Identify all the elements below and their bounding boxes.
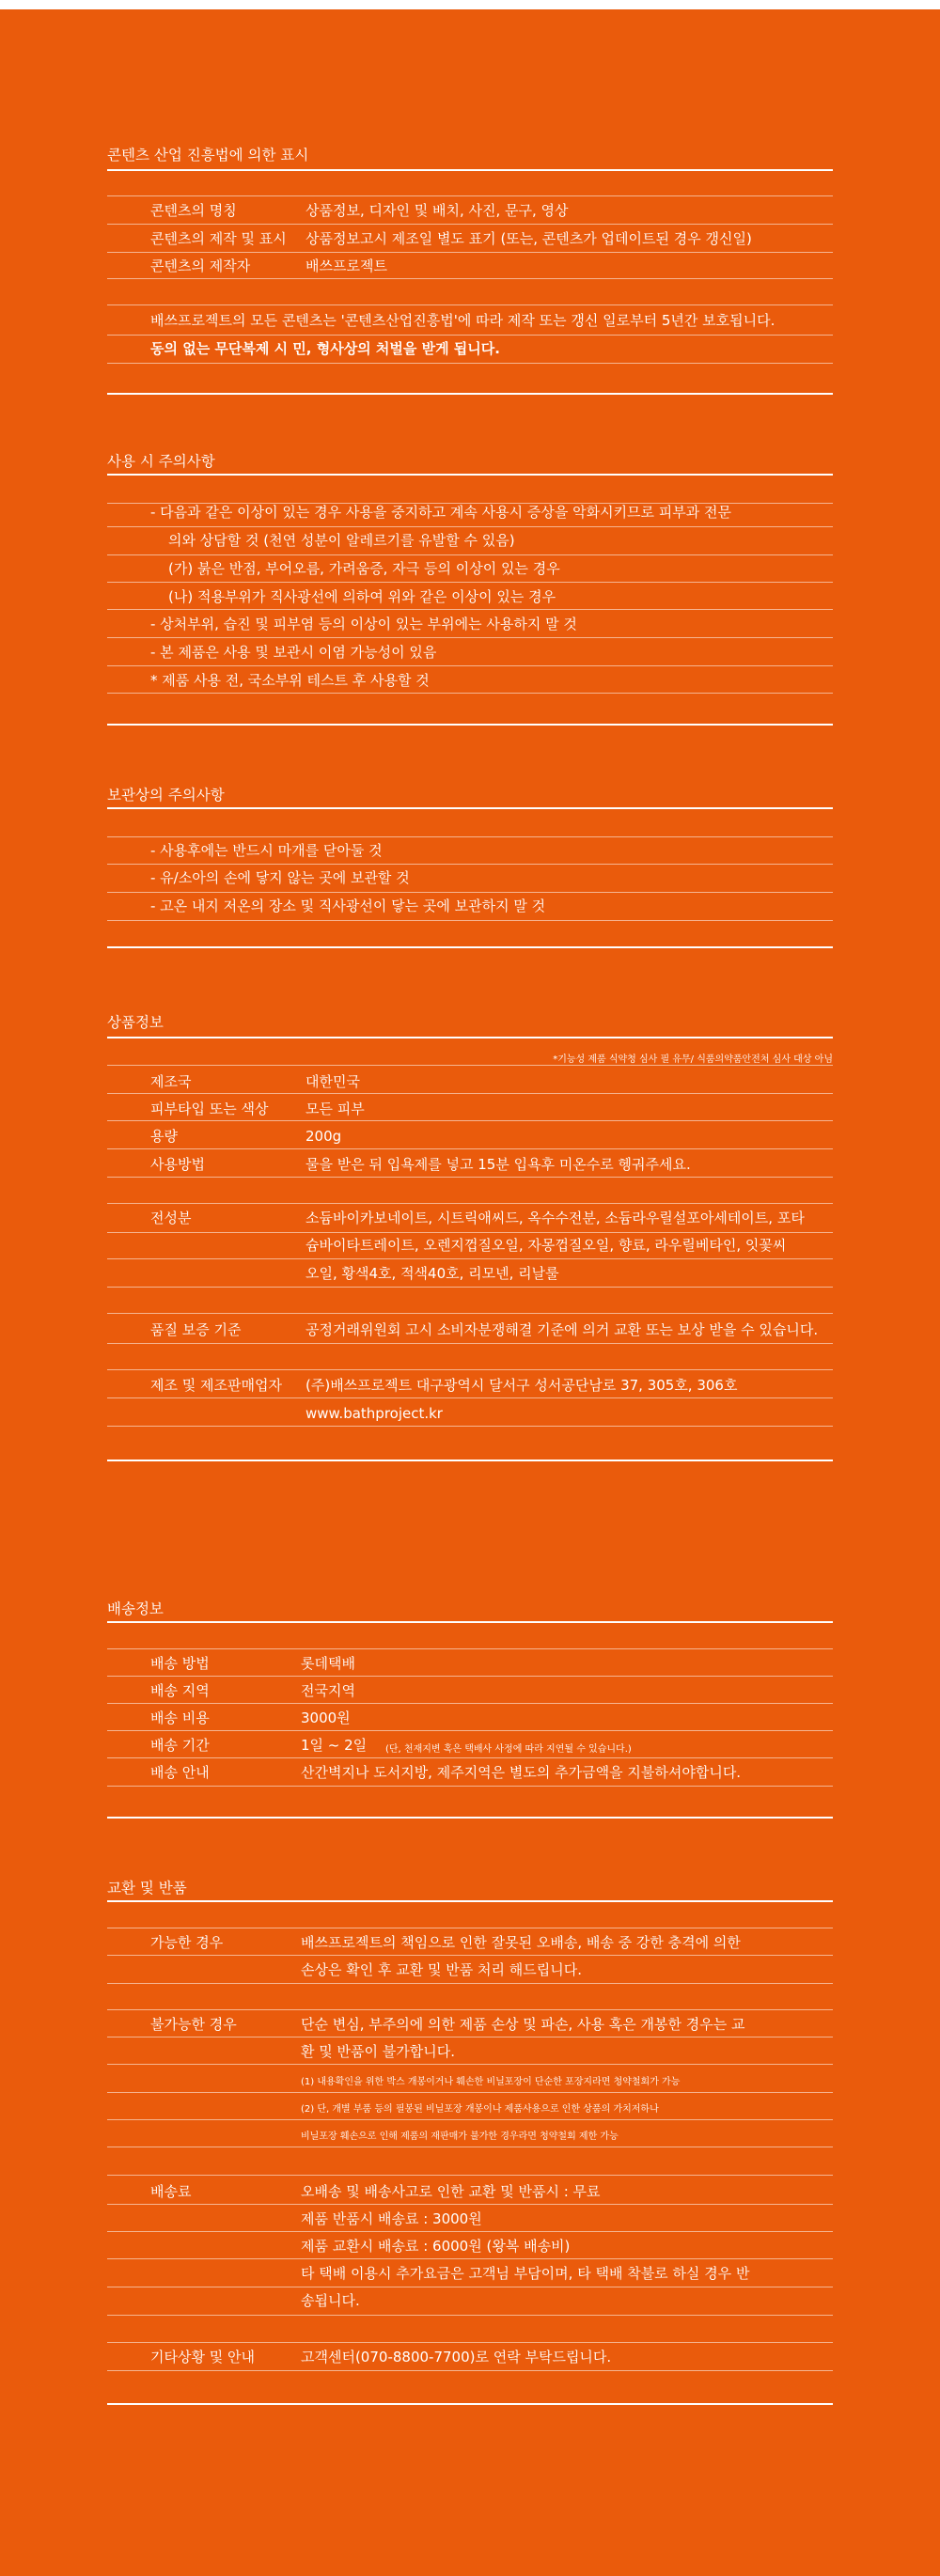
period-note: (단, 천재지변 혹은 택배사 사정에 따라 지연될 수 있습니다.)	[385, 1744, 632, 1755]
row-value: 대한민국	[306, 1073, 360, 1090]
row-value: 송됩니다.	[301, 2292, 360, 2309]
divider	[107, 474, 833, 476]
row-label: 불가능한 경우	[150, 2016, 237, 2033]
row-label: 콘텐츠의 명칭	[150, 202, 237, 219]
row-value: 모든 피부	[306, 1101, 365, 1117]
shipping-section	[107, 1595, 833, 1825]
small-note: (1) 내용확인을 위한 박스 개봉이거나 훼손한 비닐포장이 단순한 포장지라면 청약철회가 가능	[301, 2077, 681, 2087]
top-white-bar	[0, 0, 940, 9]
section-title: 사용 시 주의사항	[107, 453, 215, 470]
divider	[107, 1037, 833, 1038]
row-label: 콘텐츠의 제작 및 표시	[150, 230, 287, 247]
row-value: 상품정보고시 제조일 별도 표기 (또는, 콘텐츠가 업데이트된 경우 갱신일)	[306, 230, 752, 247]
divider	[107, 1343, 833, 1344]
divider	[107, 278, 833, 279]
divider	[107, 2064, 833, 2065]
divider	[107, 1426, 833, 1427]
row-value: 전국지역	[301, 1682, 355, 1699]
divider	[107, 582, 833, 583]
section-title: 교환 및 반품	[107, 1880, 187, 1897]
divider	[107, 1703, 833, 1704]
row-value: 손상은 확인 후 교환 및 반품 처리 해드립니다.	[301, 1961, 582, 1978]
divider	[107, 1786, 833, 1787]
row-value: 롯데택배	[301, 1655, 355, 1672]
storage-line: - 유/소아의 손에 닿지 않는 곳에 보관할 것	[150, 869, 410, 886]
divider	[107, 2258, 833, 2259]
product-section	[107, 1010, 833, 1471]
section-title: 상품정보	[107, 1014, 164, 1031]
divider	[107, 1621, 833, 1623]
divider	[107, 807, 833, 809]
row-value: 배쓰프로젝트	[306, 258, 387, 274]
storage-section	[107, 783, 833, 952]
divider	[107, 892, 833, 893]
ingredients-line: 오일, 황색4호, 적색40호, 리모넨, 리날룰	[306, 1265, 559, 1282]
row-value: 환 및 반품이 불가합니다.	[301, 2043, 455, 2060]
divider	[107, 1369, 833, 1370]
product-note: *기능성 제품 식약청 심사 필 유무/ 식품의약품안전처 심사 대상 아님	[553, 1054, 833, 1065]
divider	[107, 1313, 833, 1314]
row-value: (주)배쓰프로젝트 대구광역시 달서구 성서공단남로 37, 305호, 306호	[306, 1377, 738, 1394]
caution-line: 의와 상담할 것 (천연 성분이 알레르기를 유발할 수 있음)	[168, 532, 515, 549]
row-value: 물을 받은 뒤 입욕제를 넣고 15분 입욕후 미온수로 헹궈주세요.	[306, 1156, 691, 1173]
divider	[107, 724, 833, 726]
row-label: 배송 비용	[150, 1710, 210, 1726]
divider	[107, 1817, 833, 1819]
row-label: 제조 및 제조판매업자	[150, 1377, 282, 1394]
row-label: 전성분	[150, 1210, 192, 1226]
row-label: 배송료	[150, 2183, 192, 2200]
section-title: 보관상의 주의사항	[107, 787, 225, 804]
website-link[interactable]: www.bathproject.kr	[306, 1405, 443, 1422]
row-value: 타 택배 이용시 추가요금은 고객님 부담이며, 타 택배 착불로 하실 경우 반	[301, 2265, 750, 2282]
divider	[107, 2009, 833, 2010]
returns-section	[107, 1876, 833, 2412]
row-label: 품질 보증 기준	[150, 1321, 242, 1338]
row-value: 공정거래위원회 고시 소비자분쟁해결 기준에 의거 교환 또는 보상 받을 수 있습니다.	[306, 1321, 819, 1338]
row-value: 1일 ~ 2일	[301, 1737, 368, 1754]
row-value: 오배송 및 배송사고로 인한 교환 및 반품시 : 무료	[301, 2183, 601, 2200]
caution-line: - 본 제품은 사용 및 보관시 이염 가능성이 있음	[150, 644, 437, 661]
ingredients-line: 슘바이타트레이트, 오렌지껍질오일, 자몽껍질오일, 향료, 라우릴베타인, 잇꽃씨	[306, 1237, 787, 1254]
divider	[107, 946, 833, 948]
row-value: 배쓰프로젝트의 책임으로 인한 잘못된 오배송, 배송 중 강한 충격에 의한	[301, 1934, 741, 1951]
row-label: 용량	[150, 1128, 178, 1145]
divider	[107, 526, 833, 527]
divider	[107, 2204, 833, 2205]
notice-line: 배쓰프로젝트의 모든 콘텐츠는 '콘텐츠산업진흥법'에 따라 제작 또는 갱신 일로부터 5년간 보호됩니다.	[150, 312, 776, 329]
divider	[107, 1203, 833, 1204]
row-label: 사용방법	[150, 1156, 205, 1173]
divider	[107, 1258, 833, 1259]
caution-line: - 상처부위, 습진 및 피부염 등의 이상이 있는 부위에는 사용하지 말 것	[150, 616, 577, 632]
divider	[107, 665, 833, 666]
divider	[107, 1397, 833, 1398]
divider	[107, 1900, 833, 1902]
divider	[107, 195, 833, 196]
storage-line: - 고온 내지 저온의 장소 및 직사광선이 닿는 곳에 보관하지 말 것	[150, 898, 546, 914]
customer-center-text: 고객센터(070-8800-7700)로 연락 부탁드립니다.	[301, 2349, 612, 2365]
caution-section	[107, 445, 833, 736]
divider	[107, 1065, 833, 1066]
divider	[107, 1232, 833, 1233]
divider	[107, 609, 833, 610]
divider	[107, 335, 833, 336]
divider	[107, 1460, 833, 1461]
divider	[107, 252, 833, 253]
caution-line: * 제품 사용 전, 국소부위 테스트 후 사용할 것	[150, 672, 430, 689]
divider	[107, 2231, 833, 2232]
section-title: 콘텐츠 산업 진흥법에 의한 표시	[107, 147, 309, 164]
caution-line: (가) 붉은 반점, 부어오름, 가려움증, 자극 등의 이상이 있는 경우	[168, 560, 560, 577]
divider	[107, 1177, 833, 1178]
row-label: 배송 기간	[150, 1737, 210, 1754]
row-label: 배송 방법	[150, 1655, 210, 1672]
divider	[107, 1757, 833, 1758]
divider	[107, 2119, 833, 2120]
row-label: 제조국	[150, 1073, 192, 1090]
divider	[107, 1983, 833, 1984]
divider	[107, 637, 833, 638]
row-label: 피부타입 또는 색상	[150, 1101, 269, 1117]
copyright-section	[107, 141, 833, 404]
storage-line: - 사용후에는 반드시 마개를 닫아둘 것	[150, 842, 383, 859]
row-label: 배송 안내	[150, 1764, 210, 1781]
divider	[107, 2342, 833, 2343]
section-title: 배송정보	[107, 1600, 164, 1617]
divider	[107, 1648, 833, 1649]
divider	[107, 864, 833, 865]
divider	[107, 1730, 833, 1731]
divider	[107, 2403, 833, 2405]
divider	[107, 836, 833, 837]
divider	[107, 363, 833, 364]
row-label: 가능한 경우	[150, 1934, 224, 1951]
caution-line: (나) 적용부위가 직사광선에 의하여 위와 같은 이상이 있는 경우	[168, 588, 556, 605]
row-value: 제품 교환시 배송료 : 6000원 (왕복 배송비)	[301, 2238, 571, 2255]
divider	[107, 1287, 833, 1288]
divider	[107, 1955, 833, 1956]
divider	[107, 2315, 833, 2316]
divider	[107, 554, 833, 555]
divider	[107, 224, 833, 225]
small-note: 비닐포장 훼손으로 인해 제품의 재판매가 불가한 경우라면 청약철회 제한 가능	[301, 2131, 619, 2142]
row-label: 기타상황 및 안내	[150, 2349, 255, 2365]
row-value: 상품정보, 디자인 및 배치, 사진, 문구, 영상	[306, 202, 569, 219]
divider	[107, 920, 833, 921]
row-value: 제품 반품시 배송료 : 3000원	[301, 2210, 482, 2227]
divider	[107, 1148, 833, 1149]
divider	[107, 2175, 833, 2176]
divider	[107, 2092, 833, 2093]
divider	[107, 1093, 833, 1094]
row-value: 산간벽지나 도서지방, 제주지역은 별도의 추가금액을 지불하셔야합니다.	[301, 1764, 742, 1781]
ingredients-line: 소듐바이카보네이트, 시트릭애씨드, 옥수수전분, 소듐라우릴설포아세테이트, 포타	[306, 1210, 805, 1226]
divider	[107, 2370, 833, 2371]
divider	[107, 1676, 833, 1677]
divider	[107, 304, 833, 305]
notice-line-bold: 동의 없는 무단복제 시 민, 형사상의 처벌을 받게 됩니다.	[150, 340, 500, 357]
divider	[107, 393, 833, 395]
row-value: 200g	[306, 1128, 342, 1145]
small-note: (2) 단, 개별 부품 등의 필봉된 비닐포장 개봉이나 제품사용으로 인한 상품의 가치저하나	[301, 2104, 659, 2115]
row-label: 배송 지역	[150, 1682, 210, 1699]
divider	[107, 693, 833, 694]
divider	[107, 169, 833, 171]
divider	[107, 1120, 833, 1121]
caution-line: - 다음과 같은 이상이 있는 경우 사용을 중지하고 계속 사용시 증상을 악화시키므로 피부과 전문	[150, 504, 732, 521]
row-label: 콘텐츠의 제작자	[150, 258, 251, 274]
row-value: 3000원	[301, 1710, 351, 1726]
row-value: 단순 변심, 부주의에 의한 제품 손상 및 파손, 사용 혹은 개봉한 경우는 교	[301, 2016, 745, 2033]
